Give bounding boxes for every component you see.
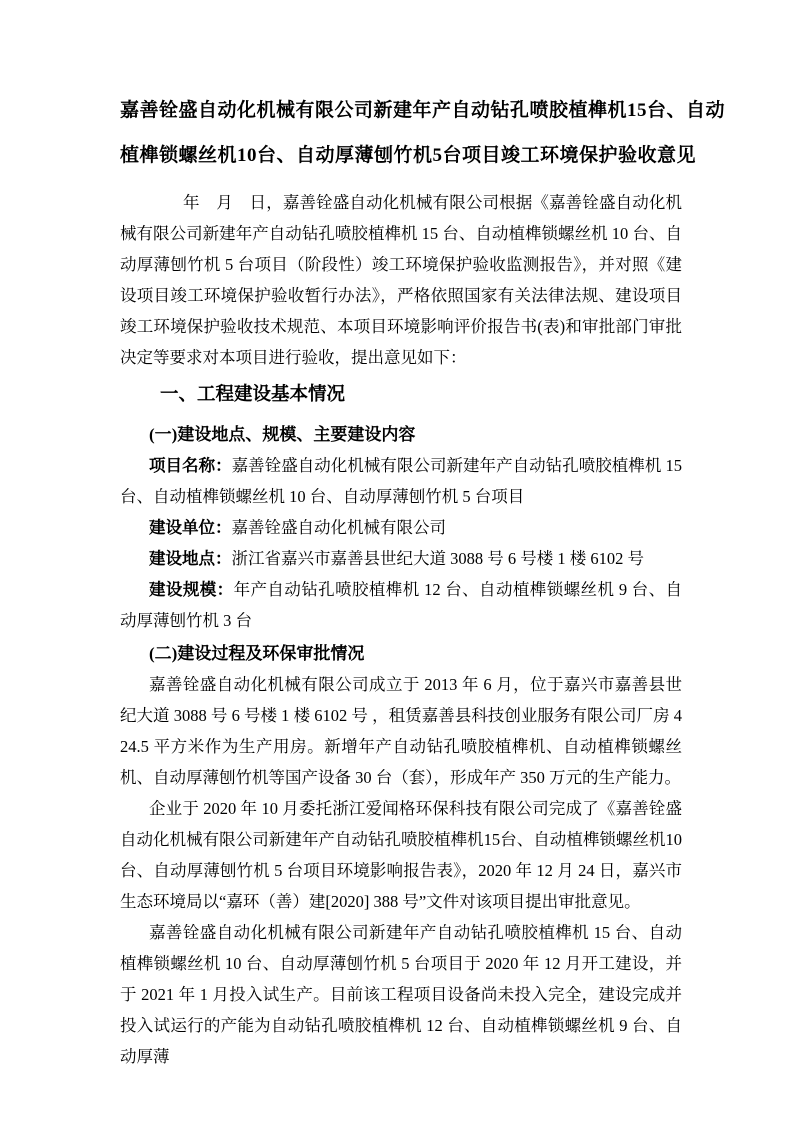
section1-heading: 一、工程建设基本情况 [160,385,346,405]
eia-approval-paragraph: 企业于 2020 年 10 月委托浙江爱闻格环保科技有限公司完成了《嘉善铨盛自动化机械有限公司新建年产自动钻孔喷胶植榫机15台、自动植榫锁螺丝机10台、自动厚薄刨竹机 5 台项目环境影响报告表》，2020 年 12 月 24 日，嘉兴市生态环境局以“嘉环（善）建[2020] 388 号”文件对该项目提出审批意见。 [120,799,682,911]
construction-scale-row [120,574,682,636]
project-name-label: 项目名称： [149,456,232,475]
document-title [120,88,726,178]
construction-scale-value: 年产自动钻孔喷胶植榫机 12 台、自动植榫锁螺丝机 9 台、自动厚薄刨竹机 3 台 [120,580,683,630]
project-name-value: 嘉善铨盛自动化机械有限公司新建年产自动钻孔喷胶植榫机 15 台、自动植榫锁螺丝机 10 台、自动厚薄刨竹机 5 台项目 [120,456,683,506]
document-title-line1: 嘉善铨盛自动化机械有限公司新建年产自动钻孔喷胶植榫机15台、自动 [120,100,726,121]
section1-sub1-heading: (一)建设地点、规模、主要建设内容 [149,425,416,444]
project-name-row [120,450,682,512]
section1-sub2-heading: (二)建设过程及环保审批情况 [149,644,365,663]
construction-location-label: 建设地点： [149,549,232,568]
document-title-line2: 植榫锁螺丝机10台、自动厚薄刨竹机5台项目竣工环境保护验收意见 [120,145,697,166]
construction-location-value: 浙江省嘉兴市嘉善县世纪大道 3088 号 6 号楼 1 楼 6102 号 [231,549,644,568]
construction-location-row [120,543,682,574]
construction-unit-row [120,512,682,543]
construction-progress-paragraph: 嘉善铨盛自动化机械有限公司新建年产自动钻孔喷胶植榫机 15 台、自动植榫锁螺丝机 10 台、自动厚薄刨竹机 5 台项目于 2020 年 12 月开工建设，并于 2021 年 1 月投入试生产。目前该工程项目设备尚未投入完全，建设完成并投入试运行的产能为自动钻孔喷胶植榫机 12 台、自动植榫锁螺丝机 9 台、自动厚薄 [120,923,682,1066]
construction-unit-label: 建设单位： [149,518,232,537]
intro-paragraph: 年 月 日，嘉善铨盛自动化机械有限公司根据《嘉善铨盛自动化机械有限公司新建年产自动钻孔喷胶植榫机 15 台、自动植榫锁螺丝机 10 台、自动厚薄刨竹机 5 台项目（阶段性）竣工环境保护验收监测报告》，并对照《建设项目竣工环境保护验收暂行办法》，严格依照国家有关法律法规、建设项目竣工环境保护验收技术规范、本项目环境影响评价报告书(表)和审批部门审批决定等要求对本项目进行验收，提出意见如下： [120,193,682,367]
construction-unit-value: 嘉善铨盛自动化机械有限公司 [231,518,446,537]
construction-scale-label: 建设规模： [149,580,234,599]
company-history-paragraph: 嘉善铨盛自动化机械有限公司成立于 2013 年 6 月，位于嘉兴市嘉善县世纪大道 3088 号 6 号楼 1 楼 6102 号 ，租赁嘉善县科技创业服务有限公司厂房 424.5 平方米作为生产用房。新增年产自动钻孔喷胶植榫机、自动植榫锁螺丝机、自动厚薄刨竹机等国产设备 30 台（套），形成年产 350 万元的生产能力。 [120,675,682,787]
document-content [120,88,726,1072]
